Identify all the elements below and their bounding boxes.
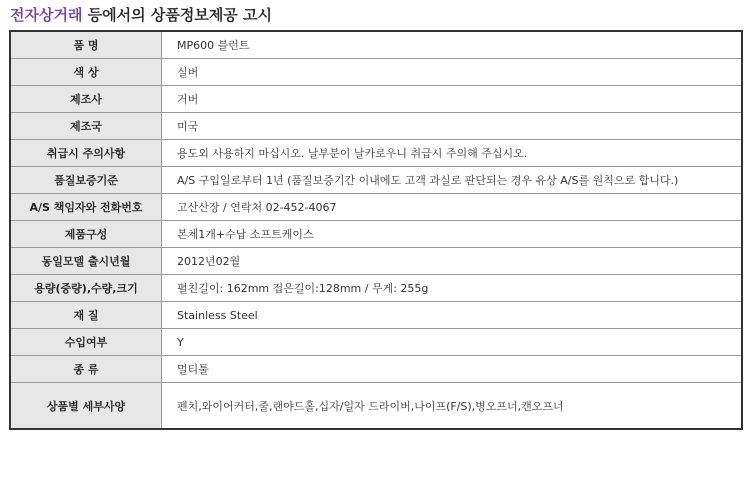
row-value-size-weight: 펼친길이: 162mm 접은길이:128mm / 무게: 255g (162, 275, 743, 302)
table-row (10, 383, 742, 430)
row-label-size-weight: 용량(중량),수량,크기 (10, 275, 162, 302)
page-title-rest: 등에서의 상품정보제공 고시 (82, 6, 273, 24)
table-row (10, 167, 742, 194)
row-value-imported: Y (162, 329, 743, 356)
row-label-color: 색 상 (10, 59, 162, 86)
table-row (10, 194, 742, 221)
table-row (10, 113, 742, 140)
page-title-accent: 전자상거래 (10, 6, 83, 24)
table-row (10, 221, 742, 248)
row-label-release-date: 동일모델 출시년월 (10, 248, 162, 275)
row-label-material: 재 질 (10, 302, 162, 329)
table-row (10, 59, 742, 86)
row-label-warranty: 품질보증기준 (10, 167, 162, 194)
row-value-country: 미국 (162, 113, 743, 140)
row-value-color: 실버 (162, 59, 743, 86)
row-label-detail-specs: 상품별 세부사양 (10, 383, 162, 430)
row-value-manufacturer: 거버 (162, 86, 743, 113)
row-label-country: 제조국 (10, 113, 162, 140)
page-title (10, 3, 272, 27)
row-value-type: 멀티툴 (162, 356, 743, 383)
row-value-material: Stainless Steel (162, 302, 743, 329)
row-value-release-date: 2012년02월 (162, 248, 743, 275)
row-value-as-contact: 고산산장 / 연락처 02-452-4067 (162, 194, 743, 221)
table-row (10, 275, 742, 302)
table-row (10, 86, 742, 113)
row-label-components: 제품구성 (10, 221, 162, 248)
table-row (10, 248, 742, 275)
row-value-caution: 용도외 사용하지 마십시오. 날부분이 날카로우니 취급시 주의해 주십시오. (162, 140, 743, 167)
row-label-imported: 수입여부 (10, 329, 162, 356)
row-value-components: 본체1개+수납 소프트케이스 (162, 221, 743, 248)
table-row (10, 140, 742, 167)
row-label-type: 종 류 (10, 356, 162, 383)
row-label-product-name: 품 명 (10, 31, 162, 59)
row-label-as-contact: A/S 책임자와 전화번호 (10, 194, 162, 221)
row-value-detail-specs: 펜치,와이어커터,줄,랜야드홀,십자/일자 드라이버,나이프(F/S),병오프너,캔오프너 (162, 383, 743, 430)
table-row (10, 329, 742, 356)
table-row (10, 302, 742, 329)
row-value-warranty: A/S 구입일로부터 1년 (품질보증기간 이내에도 고객 과실로 판단되는 경우 유상 A/S를 원칙으로 합니다.) (162, 167, 743, 194)
table-row (10, 31, 742, 59)
product-info-table (9, 30, 743, 430)
table-row (10, 356, 742, 383)
row-value-product-name: MP600 블런트 (162, 31, 743, 59)
row-label-manufacturer: 제조사 (10, 86, 162, 113)
row-label-caution: 취급시 주의사항 (10, 140, 162, 167)
